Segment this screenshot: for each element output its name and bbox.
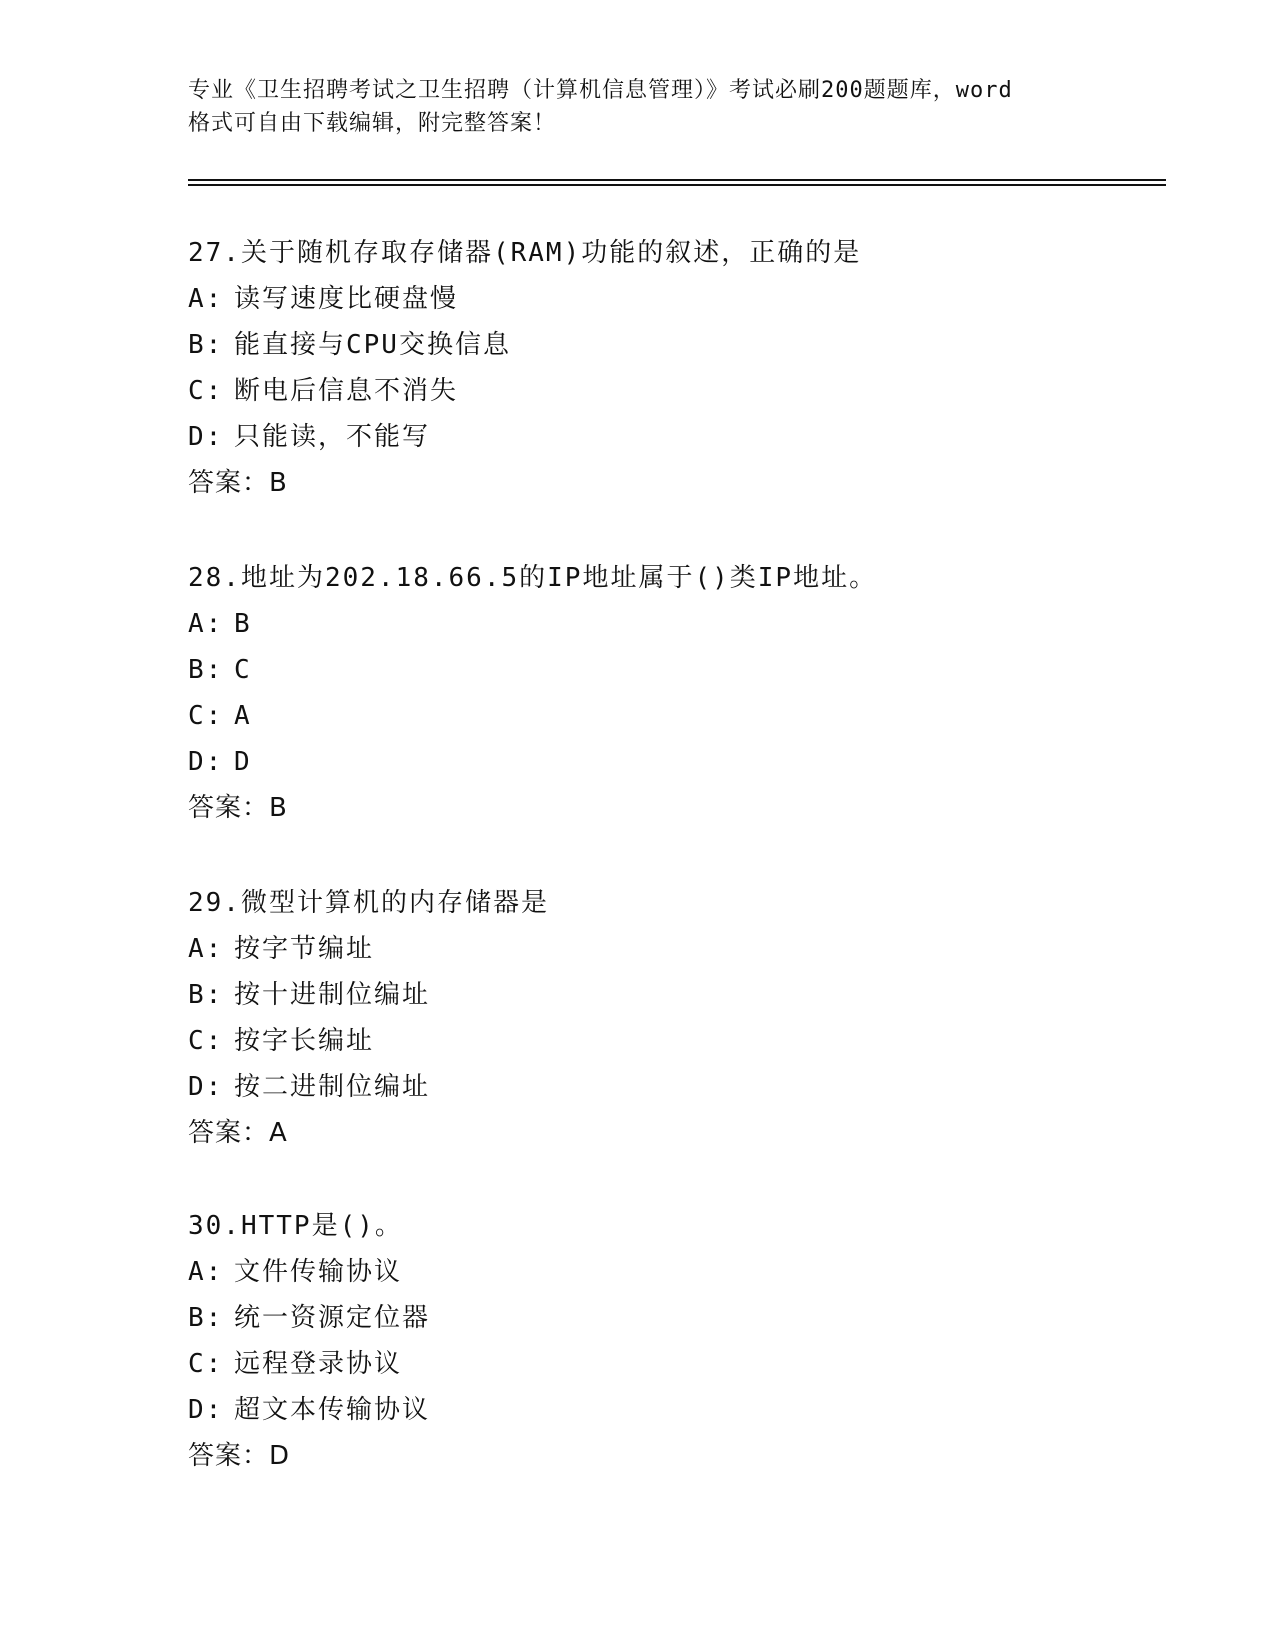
header-divider-bottom	[188, 184, 1166, 186]
answer-line: 答案：A	[188, 1118, 288, 1148]
option-text: 超文本传输协议	[234, 1395, 431, 1425]
option-text: 按二进制位编址	[234, 1072, 431, 1102]
option-b	[188, 322, 1168, 368]
option-label: D:	[188, 1395, 224, 1425]
question-stem: 28.地址为202.18.66.5的IP地址属于()类IP地址。	[188, 563, 878, 593]
question-27	[188, 230, 1168, 506]
option-b	[188, 1295, 1168, 1341]
question-stem: 29.微型计算机的内存储器是	[188, 888, 549, 918]
header-line-1: 专业《卫生招聘考试之卫生招聘（计算机信息管理）》考试必刷200题题库，word	[188, 78, 1013, 103]
option-label: D:	[188, 1072, 224, 1102]
option-d	[188, 414, 1168, 460]
option-a	[188, 276, 1168, 322]
document-header	[188, 74, 1088, 140]
option-text: 读写速度比硬盘慢	[234, 284, 459, 314]
option-text: 统一资源定位器	[234, 1303, 431, 1333]
option-text: B	[234, 609, 252, 639]
answer-line: 答案：B	[188, 468, 288, 498]
option-text: 按十进制位编址	[234, 980, 431, 1010]
option-a	[188, 1249, 1168, 1295]
option-label: C:	[188, 376, 224, 406]
option-label: B:	[188, 1303, 224, 1333]
option-b	[188, 972, 1168, 1018]
option-text: 断电后信息不消失	[234, 376, 459, 406]
option-text: 按字长编址	[234, 1026, 375, 1056]
option-a	[188, 601, 1168, 647]
answer-line: 答案：D	[188, 1441, 291, 1471]
option-label: B:	[188, 655, 224, 685]
option-c	[188, 1341, 1168, 1387]
header-divider-top	[188, 179, 1166, 181]
question-stem: 30.HTTP是()。	[188, 1211, 403, 1241]
question-28	[188, 555, 1168, 831]
option-d	[188, 1387, 1168, 1433]
question-stem: 27.关于随机存取存储器(RAM)功能的叙述，正确的是	[188, 238, 862, 268]
option-d	[188, 1064, 1168, 1110]
option-text: 远程登录协议	[234, 1349, 403, 1379]
option-label: A:	[188, 934, 224, 964]
option-c	[188, 1018, 1168, 1064]
option-label: A:	[188, 284, 224, 314]
option-label: B:	[188, 980, 224, 1010]
option-label: D:	[188, 747, 224, 777]
option-label: A:	[188, 1257, 224, 1287]
option-c	[188, 693, 1168, 739]
header-line-2: 格式可自由下载编辑，附完整答案！	[188, 111, 557, 136]
option-c	[188, 368, 1168, 414]
option-label: A:	[188, 609, 224, 639]
option-d	[188, 739, 1168, 785]
option-text: 文件传输协议	[234, 1257, 403, 1287]
question-29	[188, 880, 1168, 1156]
option-label: B:	[188, 330, 224, 360]
option-text: 按字节编址	[234, 934, 375, 964]
option-label: C:	[188, 1349, 224, 1379]
option-text: D	[234, 747, 252, 777]
option-label: C:	[188, 1026, 224, 1056]
option-label: C:	[188, 701, 224, 731]
option-text: 能直接与CPU交换信息	[234, 330, 511, 360]
option-label: D:	[188, 422, 224, 452]
option-b	[188, 647, 1168, 693]
option-text: A	[234, 701, 252, 731]
option-text: 只能读，不能写	[234, 422, 431, 452]
answer-line: 答案：B	[188, 793, 288, 823]
option-a	[188, 926, 1168, 972]
question-30	[188, 1203, 1168, 1479]
option-text: C	[234, 655, 252, 685]
